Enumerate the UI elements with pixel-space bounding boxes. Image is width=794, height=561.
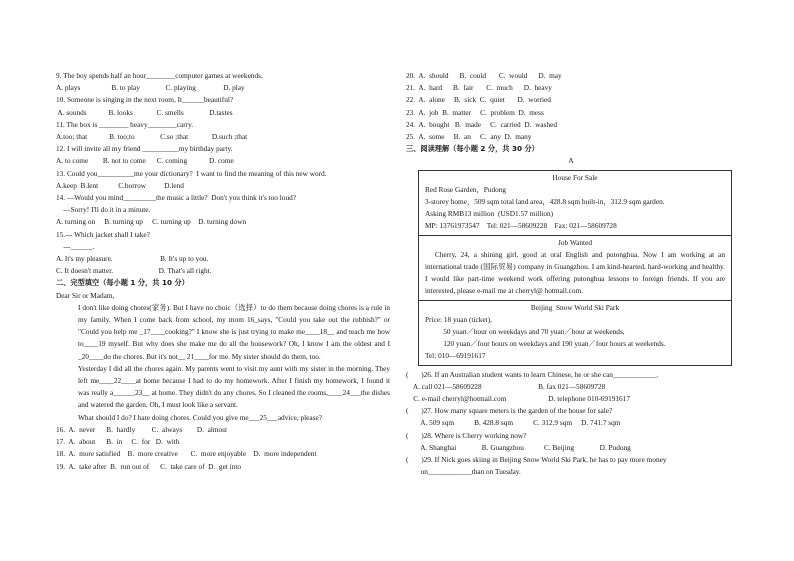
ad-text: Cherry, 24, a shining girl, good at oral English and putonghua. Now I am working at an international trade (国际贸易) company in Guangzhou. I am kind-hearted, hard-working and healthy. I would like part-time weekend work offering putonghua lessons to foreign friends. If you are interested, please e-mail me at cherryl@ hotmail.com. [425,249,725,296]
ad-line: Red Rose Garden，Pudong [425,184,507,194]
cloze-paragraph-3: What should I do? I hate doing chores. Could you give me___25___advice, please? [78,412,322,422]
answer-options: A. plays B. to play C. playing D. play [56,83,245,93]
ad-line: 3-storey home，509 sqm total land area，428.8 sqm built-in，312.9 sqm garden. [425,197,665,207]
ad-title: House For Sale [552,172,598,182]
right-column [406,70,736,479]
answer-options: C. e-mail cherryl@hotmail.com D. telephone 010-69191617 [406,394,630,404]
cloze-options: 23. A. job B. matter C. problem D. mess [406,107,544,117]
ad-line: Tel: 010—69191617 [425,351,486,361]
answer-options: A. call 021—58609228 B. fax 021—58609728 [406,381,606,391]
answer-options: A.too; that B. too;to C.so ;that D.such ;that [56,132,248,142]
answer-options: A. sounds B. looks C. smells D.tastes [56,107,233,117]
question-line: 14. —Would you mind_________the music a little? Don't you think it's too loud? [56,193,296,203]
ad-line: 120 yuan／four hours on weekdays and 190 yuan／four hours at weekends. [425,339,666,349]
ads-box [418,170,732,366]
question-line: ( )26. If an Australian student wants to learn Chinese, he or she can____________. [406,369,659,379]
question-line: 9. The boy spends half an hour________computer games at weekends. [56,71,263,80]
answer-options: A. Shanghai B. Guangzhou C. Beijing D. Pudong [406,442,631,452]
ad-job-wanted [419,236,731,301]
dialogue-line: ---______. [56,241,95,251]
section-heading-cloze: 二、完型填空（每小题 1 分，共 10 分） [56,278,189,288]
answer-options: A. to come B. not to come C. coming D. come [56,156,234,166]
cloze-paragraph-1: I don't like doing chores(家务). But I have no choic（选择）to do them because doing chores is a rule in my family. When I come back from school, my mom 16_says, "Could you take out the rubbish?" or "Could you help me _17____cooking?" I know she is just trying to make me____18__ and teach me how to____19 myself. But why does she make me do all the housework? Oh, I know I am the oldest and I _20____do the chores. But it's not__ 21____for me. My sister should do them, too. [78,302,390,361]
question-line: 11. The box is ________ heavy________carry. [56,119,194,129]
cloze-options: 20. A. should B. could C. would D. may [406,71,562,80]
ad-house-for-sale [419,171,731,236]
ad-line: MP: 13761973547 Tel: 021—58609228 Fax: 021—58609728 [425,221,617,231]
cloze-options: 16. A. never B. hardly C. always D. almost [56,424,228,434]
question-line: 10. Someone is singing in the next room, It______beautiful? [56,95,234,105]
question-line: ( )27. How many square meters is the garden of the house for sale? [406,406,613,416]
ad-ski-park [419,301,731,365]
question-line: 13. Could you__________me your dictionary? I want to find the meaning of this new word. [56,168,327,178]
question-line: on____________than on Tuesday. [406,467,521,477]
section-heading-reading: 三、阅读理解（每小题 2 分，共 30 分） [406,144,539,154]
ad-line: 50 yuan／hour on weekdays and 70 yuan／hour at weekends, [425,327,625,337]
cloze-options: 25. A. some B. an C. any D. many [406,132,532,142]
question-line: ( )28. Where is Cherry working now? [406,430,527,440]
passage-letter: A [568,156,574,166]
ad-title: Beijing Snow World Ski Park [530,302,620,312]
cloze-paragraph-2: Yesterday I did all the chores again. My parents went to visit my aunt with my sister in the morning. They left me____22____at home because I had to do my homework. After I finish my homework, I found it was really a______23__ at home. They didn't do any chores. So I cleaned the rooms,____24___the dishes and watered the garden. Oh, I must look like a servant. [78,363,390,410]
letter-salutation: Dear Sir or Madam, [56,290,115,300]
cloze-options: 17. A. about B. in C. for D. with [56,437,180,447]
left-column [56,70,390,473]
answer-options: A.keep B.lent C.borrow D.lend [56,180,184,190]
answer-options: A. turning on B. turning up C. turning up D. turning down [56,217,247,227]
question-line: 15.--- Which jacket shall I take? [56,229,150,239]
question-line: ( )29. If Nick goes skiing in Beijing Snow World Ski Park, he has to pay more money [406,455,667,465]
dialogue-line: —Sorry! I'll do it in a minute. [56,205,151,215]
cloze-options: 21. A. hard B. fair C. much D. heavy [406,83,552,93]
cloze-options: 24. A. bought B. made C. carried D. washed [406,119,557,129]
answer-options: C. It doesn't matter. D. That's all right. [56,266,212,276]
cloze-options: 19. A. take after B. run out of C. take care of D. get into [56,461,242,471]
answer-options: A. 509 sqm B. 428.8 sqm C. 312.9 sqm D. 741.7 sqm [406,418,621,428]
ad-line: Asking RMB13 million (USD1.57 million) [425,209,554,219]
answer-options: A. It's my pleasure. B. It's up to you. [56,254,209,264]
ad-title: Job Wanted [558,237,592,247]
ad-line: Price: 18 yuan (ticket), [425,314,492,324]
cloze-options: 18. A. more satisfied B. more creative C. more enjoyable D. more independent [56,449,317,459]
question-line: 12. I will invite all my friend __________my birthday party. [56,144,233,154]
cloze-options: 22. A. alone B. sick C. quiet D. worried [406,95,551,105]
